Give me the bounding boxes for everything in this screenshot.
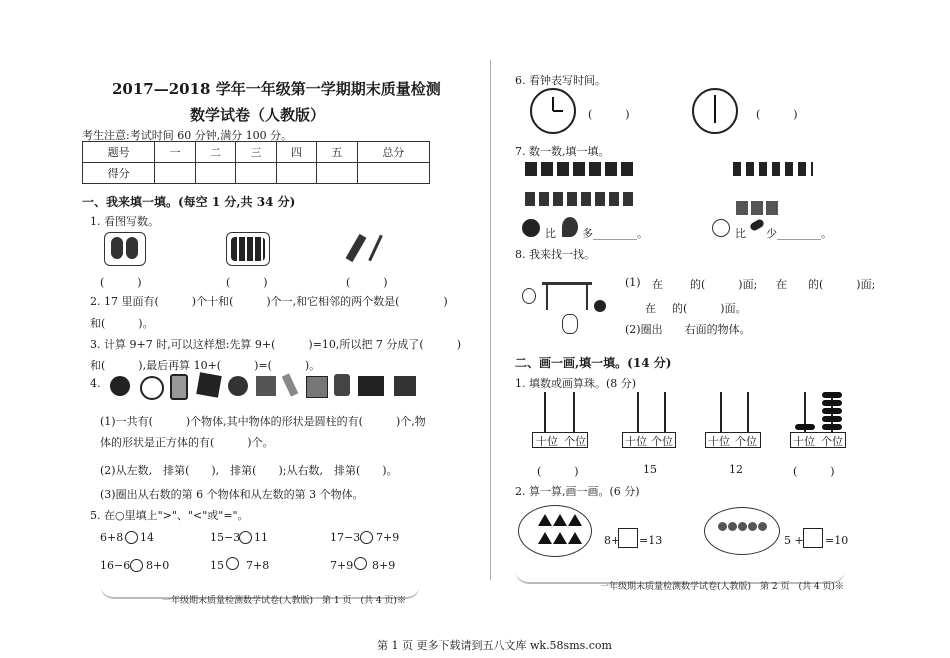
abacus-tens-label: 十位 — [793, 435, 815, 448]
q8-2-in: 在 — [645, 302, 656, 315]
triangles-group-image — [518, 505, 592, 557]
monkey-icon — [712, 219, 730, 237]
score-header-cell: 四 — [276, 142, 316, 163]
peanut-group-image — [104, 232, 146, 266]
exam-subtitle: 数学试卷（人教版） — [190, 106, 326, 124]
compare-right-expr: 11 — [254, 531, 268, 544]
q1-blank-3[interactable]: ( ) — [346, 276, 388, 289]
q8-2-blank[interactable]: 的( )面。 — [672, 302, 747, 315]
question-4-3: (3)圈出从右数的第 6 个物体和从左数的第 3 个物体。 — [100, 488, 364, 501]
score-cell[interactable] — [317, 163, 357, 184]
question-6: 6. 看钟表写时间。 — [515, 74, 606, 87]
pencils-image — [346, 232, 390, 264]
section-2-question-2: 2. 算一算,画一画。(6 分) — [515, 485, 640, 498]
score-header-cell: 一 — [155, 142, 195, 163]
q8-1-blank-a[interactable]: 的( )面; — [690, 278, 758, 291]
compare-circle[interactable] — [130, 559, 143, 572]
score-cell[interactable] — [357, 163, 429, 184]
q7-compare-less-1: 比 — [735, 227, 746, 240]
score-header-cell: 二 — [195, 142, 235, 163]
score-cell[interactable] — [155, 163, 195, 184]
score-header-cell: 题号 — [83, 142, 155, 163]
section-1-title: 一、我来填一填。(每空 1 分,共 34 分) — [82, 195, 296, 209]
equation-1-right: =13 — [639, 534, 663, 547]
question-4-1-line-1: (1)一共有( )个物体,其中物体的形状是圆柱的有( )个,物 — [100, 415, 426, 428]
abacus-value-3: 12 — [729, 463, 743, 476]
leaf-icon — [562, 217, 578, 237]
abacus-value-2: 15 — [643, 463, 657, 476]
abacus-value-4[interactable]: ( ) — [793, 465, 835, 478]
score-row-label: 得分 — [83, 163, 155, 184]
monkeys-row-image — [736, 201, 780, 215]
compare-left-expr: 6+8 — [100, 531, 124, 544]
question-2-line-1: 2. 17 里面有( )个十和( )个一,和它相邻的两个数是( ) — [90, 295, 448, 308]
clock-icon — [530, 88, 576, 134]
compare-circle[interactable] — [226, 557, 239, 570]
exam-title: 2017—2018 学年一年级第一学期期末质量检测 — [112, 80, 441, 98]
abacus-ones-label: 个位 — [735, 435, 757, 448]
score-header-cell: 总分 — [357, 142, 429, 163]
question-4-2: (2)从左数, 排第( ), 排第( );从右数, 排第( )。 — [100, 464, 398, 477]
question-2-line-2: 和( )。 — [90, 317, 154, 330]
objects-row-image — [110, 374, 420, 400]
question-1: 1. 看图写数。 — [90, 215, 159, 228]
score-cell[interactable] — [195, 163, 235, 184]
q8-1-label: (1) — [625, 276, 641, 289]
bean-group-image — [226, 232, 270, 266]
left-page-footer: 一年级期末质量检测数学试卷(人教版) 第 1 页 (共 4 页)※ — [162, 596, 406, 606]
flower-icon — [522, 219, 540, 237]
pepper-icon — [749, 218, 765, 232]
equation-2-left: 5 + — [784, 534, 804, 547]
q1-blank-1[interactable]: ( ) — [100, 276, 142, 289]
q7-compare-more-1: 比 — [545, 227, 556, 240]
leaves-row-image — [525, 192, 635, 206]
abacus-tens-label: 十位 — [536, 435, 558, 448]
score-cell[interactable] — [236, 163, 276, 184]
question-7: 7. 数一数,填一填。 — [515, 145, 610, 158]
score-row — [83, 163, 430, 184]
score-header-cell: 三 — [236, 142, 276, 163]
abacus-value-1[interactable]: ( ) — [537, 465, 579, 478]
q8-3: (2)圈出 右面的物体。 — [625, 323, 751, 336]
equation-2-right: =10 — [825, 534, 849, 547]
compare-circle[interactable] — [239, 531, 252, 544]
clock-blank-2[interactable]: ( ) — [756, 108, 798, 121]
compare-circle[interactable] — [125, 531, 138, 544]
compare-right-expr: 14 — [140, 531, 154, 544]
answer-box[interactable] — [803, 528, 823, 548]
abacus-tens-label: 十位 — [708, 435, 730, 448]
compare-left-expr: 17−3 — [330, 531, 361, 544]
question-3-line-1: 3. 计算 9+7 时,可以这样想:先算 9+( )=10,所以把 7 分成了( ) — [90, 338, 461, 351]
compare-circle[interactable] — [354, 557, 367, 570]
page-divider — [490, 60, 491, 580]
page-footer: 第 1 页 更多下载请到五八文库 wk.58sms.com — [377, 639, 612, 652]
abacus-ones-label: 个位 — [821, 435, 843, 448]
compare-right-expr: 7+9 — [376, 531, 400, 544]
clock-blank-1[interactable]: ( ) — [588, 108, 630, 121]
abacus-ones-label: 个位 — [651, 435, 673, 448]
q7-compare-more-2[interactable]: 多________。 — [582, 227, 648, 240]
q8-1-blank-b[interactable]: 的( )面; — [808, 278, 876, 291]
score-header-row — [83, 142, 430, 163]
exam-notice: 考生注意:考试时间 60 分钟,满分 100 分。 — [82, 129, 293, 142]
compare-left-expr: 15−3 — [210, 531, 241, 544]
equation-1-left: 8+ — [604, 534, 621, 547]
compare-circle[interactable] — [360, 531, 373, 544]
section-2-question-1: 1. 填数或画算珠。(8 分) — [515, 377, 637, 390]
score-header-cell: 五 — [317, 142, 357, 163]
peppers-row-image — [733, 162, 813, 176]
compare-right-expr: 7+8 — [246, 559, 270, 572]
right-page-footer: 一年级期末质量检测数学试卷(人教版) 第 2 页 (共 4 页)※ — [600, 582, 844, 592]
compare-left-expr: 7+9 — [330, 559, 354, 572]
question-5: 5. 在○里填上">"、"<"或"="。 — [90, 509, 249, 522]
compare-right-expr: 8+9 — [372, 559, 396, 572]
compare-left-expr: 16−6 — [100, 559, 131, 572]
section-2-title: 二、画一画,填一填。(14 分) — [515, 356, 672, 370]
question-8: 8. 我来找一找。 — [515, 248, 595, 261]
score-cell[interactable] — [276, 163, 316, 184]
score-table — [82, 141, 430, 184]
clock-icon — [692, 88, 738, 134]
abacus-ones-label: 个位 — [564, 435, 586, 448]
compare-left-expr: 15 — [210, 559, 224, 572]
compare-right-expr: 8+0 — [146, 559, 170, 572]
answer-box[interactable] — [618, 528, 638, 548]
question-4: 4. — [90, 377, 101, 390]
flowers-row-image — [525, 162, 635, 176]
q7-compare-less-2[interactable]: 少________。 — [766, 227, 832, 240]
q8-1-in: 在 — [652, 278, 663, 291]
q8-1-in-2: 在 — [776, 278, 787, 291]
question-3-line-2: 和( ),最后再算 10+( )=( )。 — [90, 359, 321, 372]
abacus-tens-label: 十位 — [625, 435, 647, 448]
question-4-1-line-2: 体的形状是正方体的有( )个。 — [100, 436, 274, 449]
desk-scene-image — [522, 270, 612, 338]
q1-blank-2[interactable]: ( ) — [226, 276, 268, 289]
beads-group-image — [704, 507, 780, 555]
